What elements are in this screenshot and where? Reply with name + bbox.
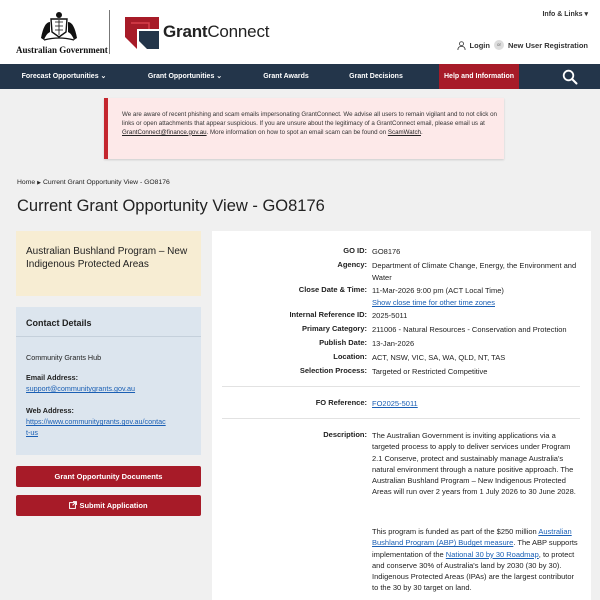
national-30-by-30-roadmap-link[interactable]: National 30 by 30 Roadmap [445, 549, 539, 559]
nav-forecast-opportunities[interactable]: Forecast Opportunities ⌄ [21, 73, 107, 80]
primary-category-label: Primary Category: [301, 324, 367, 333]
contact-name: Community Grants Hub [26, 353, 102, 362]
breadcrumb-home[interactable]: Home [17, 179, 36, 186]
government-name: Australian Government [16, 45, 108, 55]
description-paragraph-1: The Australian Government is inviting applications via a targeted process to apply to deliver services under Program 2.1 Conserve, protect and sustainably manage Australia's natural environment through a nature positive approach. The Australian Bushland Program – New Indigenous Protected Areas will run over 2 years from 1 July 2026 to 30 June 2028. [372, 431, 576, 497]
coat-of-arms-icon [38, 10, 80, 42]
fo-reference-label: FO Reference: [315, 398, 367, 407]
external-link-icon [69, 501, 77, 509]
contact-divider [16, 336, 201, 337]
go-id-label: GO ID: [343, 246, 367, 255]
selection-process-value: Targeted or Restricted Competitive [372, 367, 488, 376]
other-time-zones-link[interactable]: Show close time for other time zones [372, 297, 495, 307]
opportunity-details-panel [212, 231, 591, 600]
desc-2-text-b: . The ABP supports implementation of the [372, 538, 578, 559]
grant-opportunity-documents-button[interactable]: Grant Opportunity Documents [16, 466, 201, 487]
site-header [0, 0, 600, 64]
program-title-card [16, 231, 201, 296]
agency-value: Department of Climate Change, Energy, the Environment and Water [372, 261, 577, 282]
close-date-label: Close Date & Time: [298, 285, 367, 294]
desc-2-text-a: This program is funded as part of the $250 million [372, 527, 539, 536]
location-label: Location: [333, 352, 367, 361]
contact-web-link[interactable]: https://www.communitygrants.gov.au/contact-us [26, 417, 166, 437]
alert-email-link[interactable]: GrantConnect@finance.gov.au [122, 128, 207, 136]
user-icon [457, 41, 466, 50]
nav-grant-awards[interactable]: Grant Awards [263, 73, 309, 80]
login-link[interactable]: Login [469, 40, 490, 50]
publish-date-value: 13-Jan-2026 [372, 339, 415, 348]
login-area [457, 40, 588, 50]
header-divider [109, 10, 110, 54]
publish-date-label: Publish Date: [319, 338, 367, 347]
internal-reference-label: Internal Reference ID: [289, 310, 367, 319]
alert-message [122, 111, 498, 137]
contact-heading: Contact Details [26, 318, 92, 328]
grantconnect-logo-icon[interactable] [125, 17, 159, 49]
new-user-registration-link[interactable]: New User Registration [507, 40, 588, 50]
brand-bold: Grant [163, 22, 208, 41]
page-title: Current Grant Opportunity View - GO8176 [17, 197, 325, 215]
fo-reference-value [372, 398, 584, 410]
details-divider [222, 418, 580, 419]
fo-reference-link[interactable]: FO2025-5011 [372, 399, 418, 408]
scam-warning-alert [104, 98, 504, 159]
contact-email-link[interactable]: support@communitygrants.gov.au [26, 384, 136, 393]
main-navigation [0, 64, 600, 89]
contact-details-card [16, 307, 201, 455]
breadcrumb-separator-icon: ▶ [37, 180, 41, 186]
close-date-value [372, 285, 584, 308]
details-divider [222, 386, 580, 387]
search-icon[interactable] [562, 69, 578, 85]
primary-category-value: 211006 - Natural Resources - Conservation and Protection [372, 325, 567, 334]
grantconnect-brand[interactable] [163, 22, 269, 42]
email-label: Email Address: [26, 373, 79, 382]
brand-rest: Connect [207, 22, 270, 41]
info-links-menu[interactable]: Info & Links ▾ [542, 11, 588, 18]
submit-application-label: Submit Application [79, 501, 148, 510]
breadcrumb [17, 179, 170, 186]
location-value: ACT, NSW, VIC, SA, WA, QLD, NT, TAS [372, 353, 506, 362]
nav-grant-opportunities[interactable]: Grant Opportunities ⌄ [147, 73, 223, 80]
abp-budget-measure-link[interactable]: Australian Bushland Program (ABP) Budget measure [372, 527, 572, 548]
description-paragraph-2 [372, 526, 582, 594]
alert-text-2: . More information on how to spot an email scam can be found on [206, 128, 388, 136]
program-title: Australian Bushland Program – New Indigenous Protected Areas [26, 246, 188, 270]
breadcrumb-current: Current Grant Opportunity View - GO8176 [43, 179, 170, 186]
alert-text-1: We are aware of recent phishing and scam emails impersonating GrantConnect. We advise all users to remain vigilant and to not click on links or open attachments that appear suspicious. If you are unsure about the legitimacy of a GrantConnect email, please email us at [122, 111, 497, 127]
scamwatch-link[interactable]: ScamWatch [387, 128, 421, 136]
description-label: Description: [323, 430, 367, 439]
australian-government-logo[interactable] [16, 10, 108, 55]
selection-process-label: Selection Process: [299, 366, 367, 375]
nav-help-and-information[interactable]: Help and Information [439, 64, 519, 89]
web-address-label: Web Address: [26, 406, 74, 415]
close-date-text: 11-Mar-2026 9:00 pm (ACT Local Time) [372, 286, 504, 295]
go-id-value: GO8176 [372, 247, 401, 256]
or-separator: or [494, 40, 504, 50]
nav-grant-decisions[interactable]: Grant Decisions [349, 73, 403, 80]
internal-reference-value: 2025-5011 [372, 311, 408, 320]
alert-text-3: . [420, 128, 423, 136]
desc-2-text-c: , to protect and conserve 30% of Australia's land by 2030 (30 by 30). Indigenous Protected Areas (IPAs) are the largest contributor to the 30 by 30 target on land. [372, 549, 575, 593]
submit-application-button[interactable] [16, 495, 201, 516]
agency-label: Agency: [337, 260, 367, 269]
